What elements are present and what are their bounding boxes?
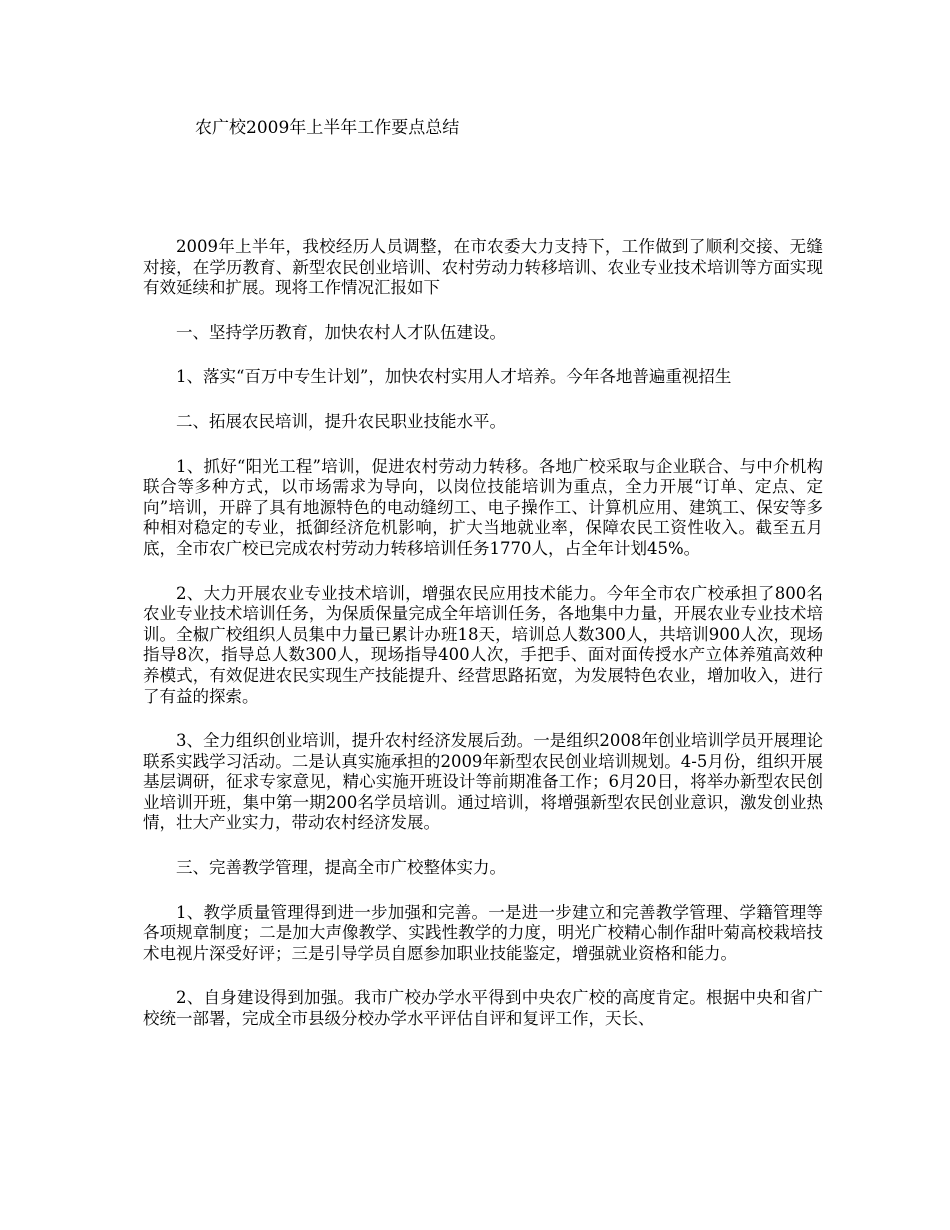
paragraph-3-1: 1、教学质量管理得到进一步加强和完善。一是进一步建立和完善教学管理、学籍管理等各项规章制度；二是加大声像教学、实践性教学的力度，明光广校精心制作甜叶菊高校栽培技术电视片深受好评；三是引导学员自愿参加职业技能鉴定，增强就业资格和能力。 (143, 902, 823, 963)
paragraph-1-1: 1、落实“百万中专生计划”，加快农村实用人才培养。今年各地普遍重视招生 (176, 367, 732, 387)
section-heading-2: 二、拓展农民培训，提升农民职业技能水平。 (176, 411, 506, 431)
paragraph-intro: 2009年上半年，我校经历人员调整，在市农委大力支持下，工作做到了顺利交接、无缝对接，在学历教育、新型农民创业培训、农村劳动力转移培训、农业专业技术培训等方面实现有效延续和扩展。现将工作情况汇报如下 (143, 237, 823, 298)
paragraph-2-3: 3、全力组织创业培训，提升农村经济发展后劲。一是组织2008年创业培训学员开展理论联系实践学习活动。二是认真实施承担的2009年新型农民创业培训规划。4-5月份，组织开展基层调研，征求专家意见，精心实施开班设计等前期准备工作；6月20日，将举办新型农民创业培训开班，集中第一期200名学员培训。通过培训，将增强新型农民创业意识，激发创业热情，壮大产业实力，带动农村经济发展。 (143, 731, 823, 833)
document-title: 农广校2009年上半年工作要点总结 (195, 118, 460, 138)
section-heading-3: 三、完善教学管理，提高全市广校整体实力。 (176, 858, 506, 878)
paragraph-2-2: 2、大力开展农业专业技术培训，增强农民应用技术能力。今年全市农广校承担了800名农业专业技术培训任务，为保质保量完成全年培训任务，各地集中力量，开展农业专业技术培训。全椒广校组织人员集中力量已累计办班18天，培训总人数300人，共培训900人次，现场指导8次，指导总人数300人，现场指导400人次，手把手、面对面传授水产立体养殖高效种养模式，有效促进农民实现生产技能提升、经营思路拓宽，为发展特色农业，增加收入，进行了有益的探索。 (143, 583, 823, 706)
paragraph-2-1: 1、抓好“阳光工程”培训，促进农村劳动力转移。各地广校采取与企业联合、与中介机构联合等多种方式，以市场需求为导向，以岗位技能培训为重点，全力开展“订单、定点、定向”培训，开辟了具有地源特色的电动缝纫工、电子操作工、计算机应用、建筑工、保安等多种相对稳定的专业，抵御经济危机影响，扩大当地就业率，保障农民工资性收入。截至五月底，全市农广校已完成农村劳动力转移培训任务1770人，占全年计划45%。 (143, 456, 823, 558)
section-heading-1: 一、坚持学历教育，加快农村人才队伍建设。 (176, 322, 506, 342)
paragraph-3-2: 2、自身建设得到加强。我市广校办学水平得到中央农广校的高度肯定。根据中央和省广校统一部署，完成全市县级分校办学水平评估自评和复评工作，天长、 (143, 988, 823, 1029)
document-body (143, 237, 823, 1054)
